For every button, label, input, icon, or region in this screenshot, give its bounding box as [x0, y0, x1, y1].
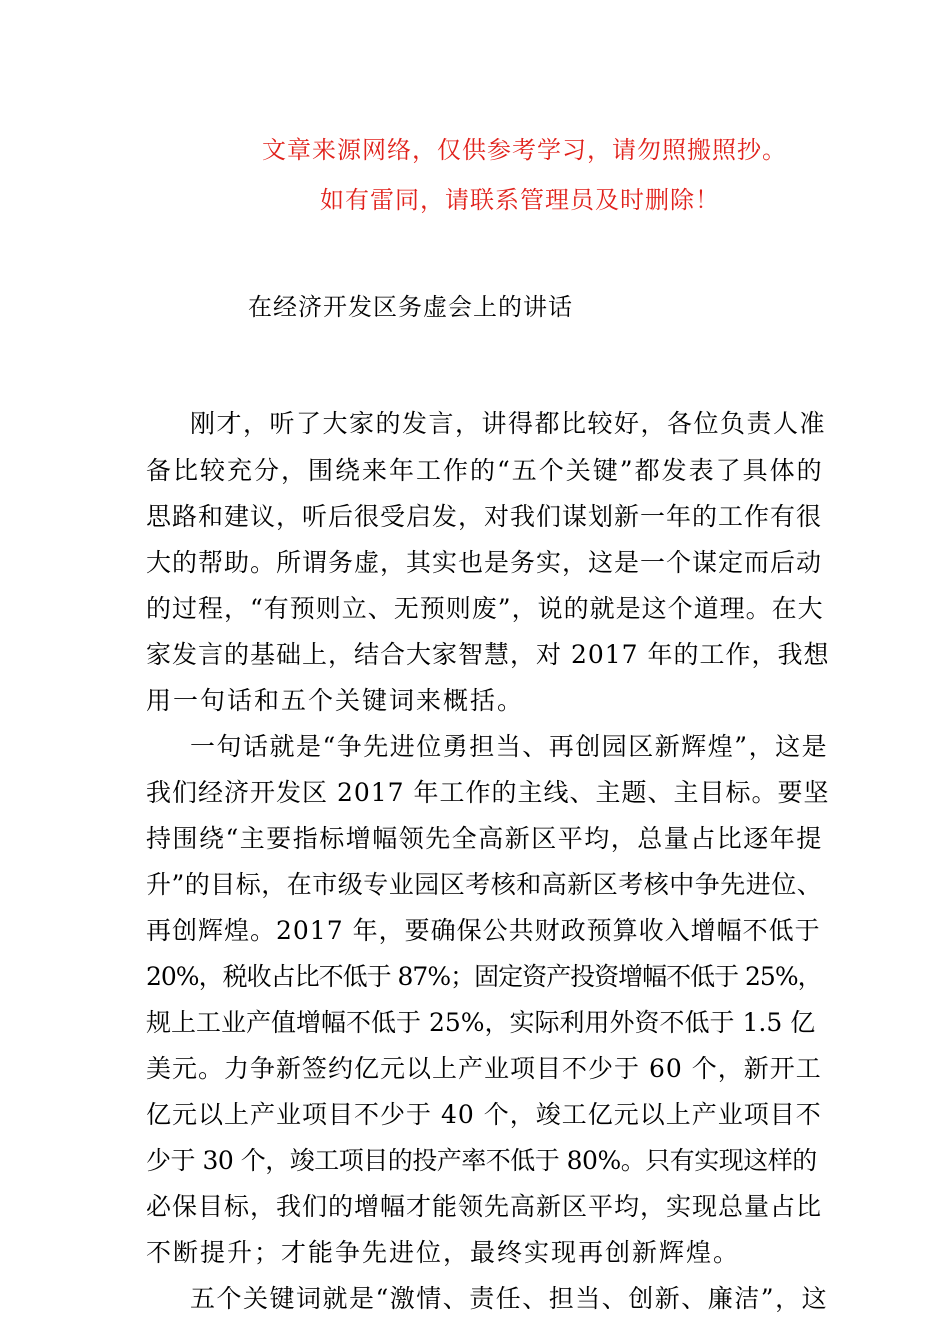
- body-line: 刚才，听了大家的发言，讲得都比较好，各位负责人准: [190, 409, 827, 438]
- body-line: 备比较充分，围绕来年工作的“五个关键”都发表了具体的: [146, 456, 824, 485]
- body-line: 用一句话和五个关键词来概括。: [146, 686, 525, 715]
- body-line: 20%，税收占比不低于 87%；固定资产投资增幅不低于 25%，: [146, 962, 822, 991]
- body-line: 我们经济开发区 2017 年工作的主线、主题、主目标。要坚: [146, 778, 830, 807]
- body-line: 五个关键词就是“激情、责任、担当、创新、廉洁”，这: [190, 1284, 829, 1313]
- copyright-notice-line-1: 文章来源网络，仅供参考学习，请勿照搬照抄。: [262, 136, 787, 164]
- body-line: 少于 30 个，竣工项目的投产率不低于 80%。只有实现这样的: [146, 1146, 817, 1175]
- speech-title: 在经济开发区务虚会上的讲话: [248, 293, 573, 321]
- body-line: 大的帮助。所谓务虚，其实也是务实，这是一个谋定而后动: [146, 548, 823, 577]
- body-line: 持围绕“主要指标增幅领先全高新区平均，总量占比逐年提: [146, 824, 823, 853]
- body-line: 再创辉煌。2017 年，要确保公共财政预算收入增幅不低于: [146, 916, 821, 945]
- body-line: 思路和建议，听后很受启发，对我们谋划新一年的工作有很: [146, 502, 823, 531]
- copyright-notice-line-2: 如有雷同，请联系管理员及时删除！: [320, 186, 720, 214]
- body-line: 不断提升；才能争先进位，最终实现再创新辉煌。: [146, 1238, 741, 1267]
- body-line: 必保目标，我们的增幅才能领先高新区平均，实现总量占比: [146, 1192, 823, 1221]
- body-line: 一句话就是“争先进位勇担当、再创园区新辉煌”，这是: [190, 732, 829, 761]
- body-line: 亿元以上产业项目不少于 40 个，竣工亿元以上产业项目不: [146, 1100, 822, 1129]
- body-line: 的过程，“有预则立、无预则废”，说的就是这个道理。在大: [146, 594, 824, 623]
- body-line: 美元。力争新签约亿元以上产业项目不少于 60 个，新开工: [146, 1054, 822, 1083]
- body-line: 升”的目标，在市级专业园区考核和高新区考核中争先进位、: [146, 870, 823, 899]
- body-line: 规上工业产值增幅不低于 25%，实际利用外资不低于 1.5 亿: [146, 1008, 816, 1037]
- body-line: 家发言的基础上，结合大家智慧，对 2017 年的工作，我想: [146, 640, 830, 669]
